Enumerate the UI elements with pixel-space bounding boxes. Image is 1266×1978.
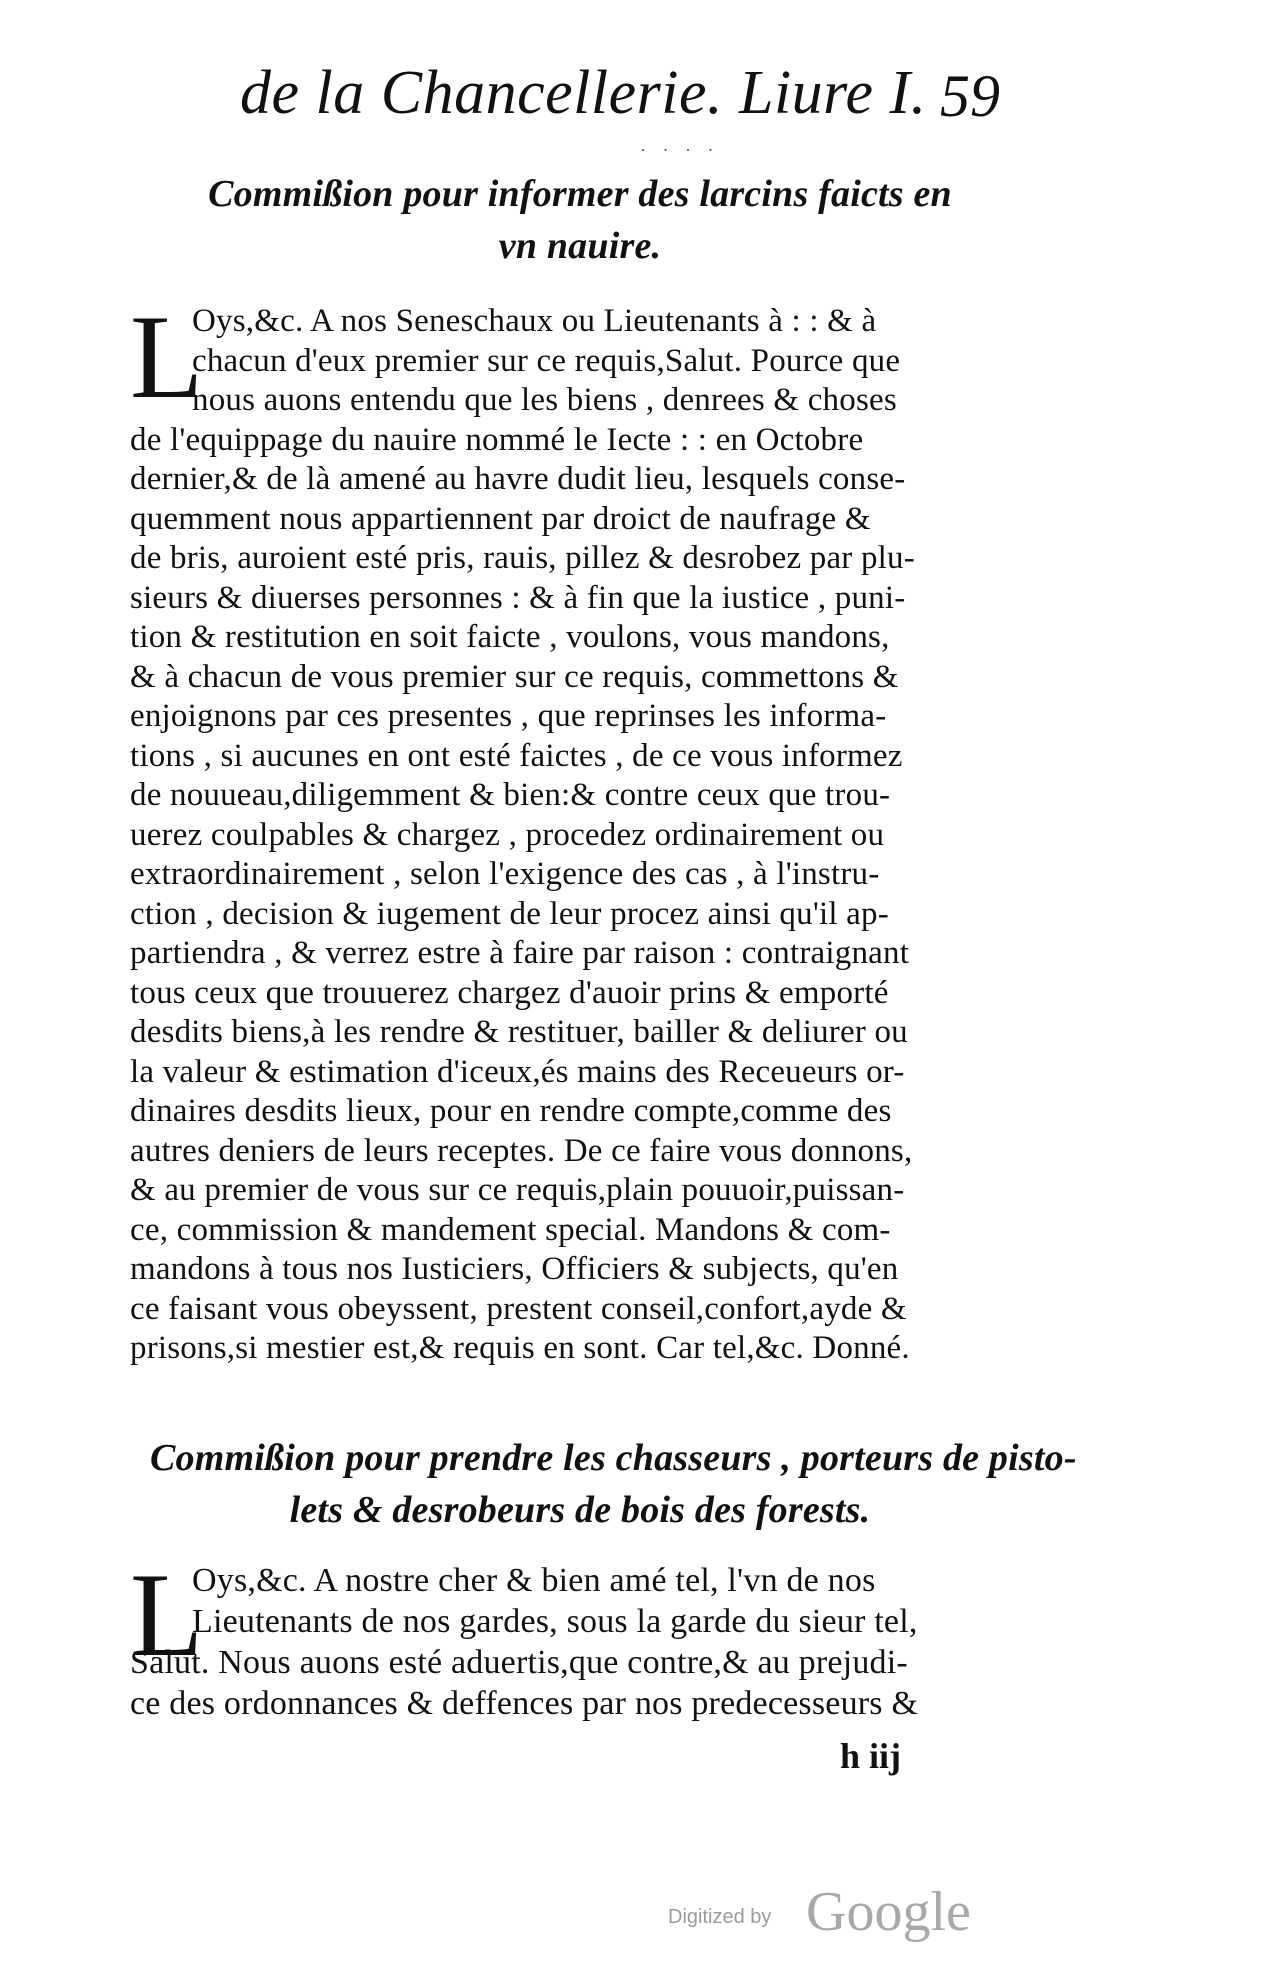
text-line: de nouueau,diligemment & bien:& contre ceux que trou- <box>130 777 891 813</box>
text-line: nous auons entendu que les biens , denrees & choses <box>192 382 897 418</box>
text-line: mandons à tous nos Iusticiers, Officiers & subjects, qu'en <box>130 1251 899 1287</box>
heading-line: lets & desrobeurs de bois des forests. <box>289 1489 871 1531</box>
drop-cap: L <box>130 290 204 423</box>
text-line: Oys,&c. A nostre cher & bien amé tel, l'vn de nos <box>192 1562 876 1599</box>
section-heading-1 <box>150 168 1010 272</box>
text-line: autres deniers de leurs receptes. De ce faire vous donnons, <box>130 1132 913 1169</box>
text-line: quemment nous appartiennent par droict de naufrage & <box>130 500 871 537</box>
text-line: Salut. Nous auons esté aduertis,que contre,& au prejudi- <box>130 1644 908 1681</box>
drop-cap: L <box>130 1548 204 1681</box>
text-line: Lieutenants de nos gardes, sous la garde du sieur tel, <box>192 1603 918 1640</box>
text-line: Oys,&c. A nos Seneschaux ou Lieutenants à : : & à <box>192 303 877 339</box>
text-line: chacun d'eux premier sur ce requis,Salut. Pource que <box>192 342 901 379</box>
page-number: 59 <box>940 63 1000 129</box>
text-line: enjoignons par ces presentes , que reprinses les informa- <box>130 698 887 734</box>
text-line: tous ceux que trouuerez chargez d'auoir prins & emporté <box>130 974 889 1011</box>
text-line: desdits biens,à les rendre & restituer, bailler & deliurer ou <box>130 1014 908 1050</box>
text-line: extraordinairement , selon l'exigence des cas , à l'instru- <box>130 856 880 892</box>
section-heading-2 <box>150 1432 1077 1536</box>
signature-mark: h iij <box>840 1736 902 1776</box>
text-line: ction , decision & iugement de leur procez ainsi qu'il ap- <box>130 895 889 932</box>
heading-line: Commißion pour prendre les chasseurs , porteurs de pisto- <box>150 1437 1077 1479</box>
text-line: de bris, auroient esté pris, rauis, pillez & desrobez par plu- <box>130 540 915 576</box>
text-line: prisons,si mestier est,& requis en sont. Car tel,&c. Donné. <box>130 1330 910 1366</box>
text-line: de l'equippage du nauire nommé le Iecte : : en Octobre <box>130 421 864 458</box>
print-speckles: · · · · <box>640 140 720 160</box>
digitization-watermark <box>668 1880 1008 1943</box>
text-line: ce, commission & mandement special. Mandons & com- <box>130 1211 891 1248</box>
text-line: dinaires desdits lieux, pour en rendre compte,comme des <box>130 1093 892 1129</box>
text-line: tions , si aucunes en ont esté faictes , de ce vous informez <box>130 737 903 774</box>
text-line: ce des ordonnances & deffences par nos predecesseurs & <box>130 1685 919 1722</box>
google-logo: Google <box>806 1881 971 1943</box>
text-line: & au premier de vous sur ce requis,plain pouuoir,puissan- <box>130 1172 905 1208</box>
heading-line: Commißion pour informer des larcins faicts en <box>208 173 952 215</box>
watermark-prefix: Digitized by <box>668 1906 772 1928</box>
text-line: & à chacun de vous premier sur ce requis, commettons & <box>130 658 899 695</box>
text-line: sieurs & diuerses personnes : & à fin que la iustice , puni- <box>130 579 906 616</box>
text-line: partiendra , & verrez estre à faire par raison : contraignant <box>130 935 910 971</box>
text-line: ce faisant vous obeyssent, prestent conseil,confort,ayde & <box>130 1290 907 1327</box>
text-line: tion & restitution en soit faicte , voulons, vous mandons, <box>130 619 890 655</box>
text-line: uerez coulpables & chargez , procedez ordinairement ou <box>130 816 885 853</box>
commission-text-2 <box>130 1548 1030 1724</box>
heading-line: vn nauire. <box>498 225 662 267</box>
commission-text-1 <box>130 290 1030 1369</box>
text-line: la valeur & estimation d'iceux,és mains des Receueurs or- <box>130 1053 905 1090</box>
running-head <box>240 58 1000 128</box>
running-title: de la Chancellerie. Liure I. <box>240 59 927 127</box>
text-line: dernier,& de là amené au havre dudit lieu, lesquels conse- <box>130 461 906 497</box>
